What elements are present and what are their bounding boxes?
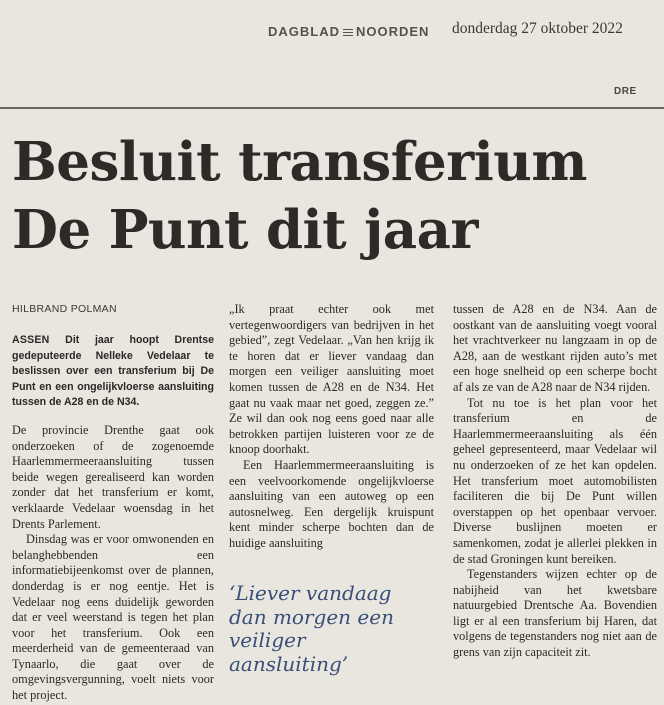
newspaper-masthead [268,24,429,39]
masthead-right: NOORDEN [356,24,430,39]
publication-date: donderdag 27 oktober 2022 [452,20,623,37]
masthead-left: DAGBLAD [268,24,340,39]
article-lead [12,333,214,411]
article-lead-text: Dit jaar hoopt Drentse gedeputeerde Nelleke Vedelaar te beslissen over een transferium bij De Punt en een ongelijkvloerse aansluiting tussen de A28 en de N34. [12,334,214,409]
headline-line-1: Besluit transferium [12,131,587,193]
article-column-3 [453,302,657,661]
header-divider [0,107,664,109]
pull-quote [229,582,434,676]
body-paragraph-7: Tegenstanders wijzen echter op de nabijheid van het kwetsbare natuurgebied Drentsche Aa. Bovendien ligt er al een transferium bij Haren, dat volgens de tegenstanders nog niet aan de grens van zijn capaciteit zit. [453,567,657,660]
section-label: DRE [614,86,637,97]
article-dateline: ASSEN [12,334,50,346]
masthead-separator-icon [343,27,353,36]
body-paragraph-3: „Ik praat echter ook met vertegenwoordigers van bedrijven in het gebied”, zegt Vedelaar. „Van hen krijg ik te horen dat er liever vandaag dan morgen een veiliger aansluiting moet komen tussen de A28 en de N34. Het gaat nu vaak maar net goed, zeggen ze.” Ze wil dan ook nog eens goed naar alle betrokken partijen luisteren voor ze de knoop doorhakt. [229,302,434,457]
body-paragraph-1: De provincie Drenthe gaat ook onderzoeken of de zogenoemde Haarlemmermeeraansluiting tussen beide wegen gerealiseerd kan worden zonder dat het transferium er komt, verklaarde Vedelaar woensdag in het Drents Parlement. [12,422,214,531]
pull-quote-line-4: aansluiting’ [229,651,349,676]
body-paragraph-2: Dinsdag was er voor omwonenden en belanghebbenden een informatiebijeenkomst over de plannen, donderdag is er nog eentje. Het is Vedelaar nog eens duidelijk geworden dat er veel weerstand is tegen het plan voor het transferium. Ook een meerderheid van de gemeenteraad van Tynaarlo, die gaat over de omgevingsvergunning, voelt niets voor het project. [12,532,214,703]
body-paragraph-5: tussen de A28 en de N34. Aan de oostkant van de aansluiting voegt vooral het vrachtverkeer nu langzaam in op de A28, aan de westkant rijden auto’s met een hoge snelheid op een scherpe bocht af als ze van de A28 naar de N34 rijden. [453,302,657,394]
body-paragraph-4: Een Haarlemmermeeraansluiting is een veelvoorkomende ongelijkvloerse aansluiting van een autoweg op een autosnelweg. Een dergelijk kruispunt kent minder scherpe bochten dan de huidige aansluiting [229,457,434,550]
headline-line-2: De Punt dit jaar [12,199,478,261]
article-byline: HILBRAND POLMAN [12,303,117,315]
pull-quote-line-3: veiliger [229,628,306,652]
body-paragraph-6: Tot nu toe is het plan voor het transferium en de Haarlemmermeeraansluiting als één geheel gepresenteerd, maar Vedelaar wil nu onderzoeken of ze het kan opdelen. Het transferium moet automobilisten faciliteren die bij De Punt willen overstappen op het openbaar vervoer. Diverse buslijnen moeten er samenkomen, zodat je allerlei plekken in de stad Groningen kunt bereiken. [453,395,657,566]
pull-quote-line-2: dan morgen een [229,604,394,629]
pull-quote-line-1: ‘Liever vandaag [229,581,392,605]
article-column-2 [229,302,434,552]
article-headline [12,128,662,264]
article-column-1 [12,333,214,704]
